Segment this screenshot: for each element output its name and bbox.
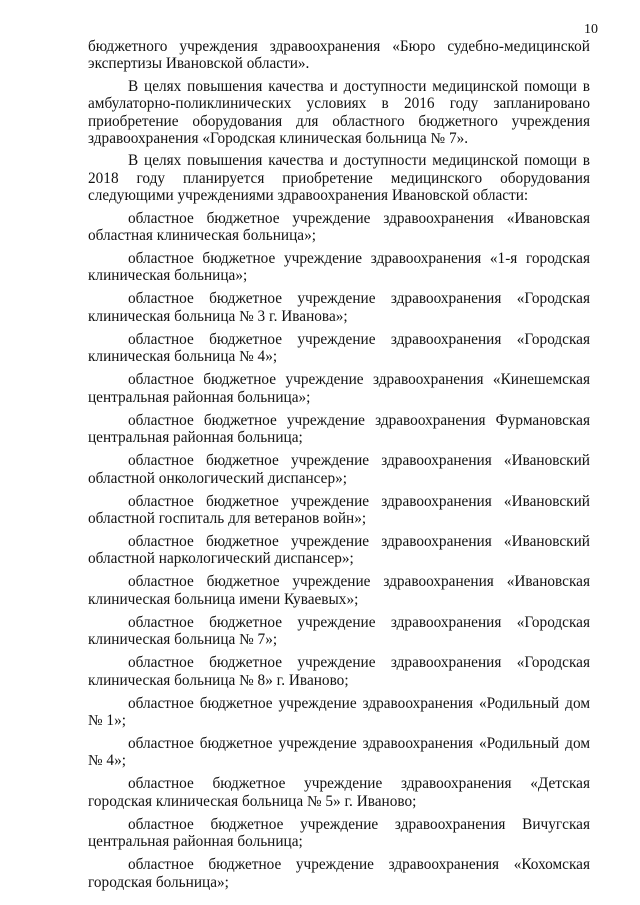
list-item: областное бюджетное учреждение здравоохранения «Ивановский областной онкологический диспансер»; [88,452,590,487]
list-item: областное бюджетное учреждение здравоохранения «Ивановская клиническая больница имени Куваевых»; [88,573,590,608]
list-item: областное бюджетное учреждение здравоохранения «Детская городская клиническая больница № 5» г. Иваново; [88,775,590,810]
list-item: областное бюджетное учреждение здравоохранения «1-я городская клиническая больница»; [88,250,590,285]
paragraph-2018-purchase: В целях повышения качества и доступности медицинской помощи в 2018 году планируется приобретение медицинского оборудования следующими учреждениями здравоохранения Ивановской области: [88,152,590,205]
list-item: областное бюджетное учреждение здравоохранения «Ивановская областная клиническая больница»; [88,209,590,245]
document-body [88,38,590,897]
page-number: 10 [584,22,598,37]
list-item: областное бюджетное учреждение здравоохранения Вичугская центральная районная больница; [88,815,590,851]
list-item: областное бюджетное учреждение здравоохранения «Родильный дом № 1»; [88,694,590,729]
list-item: областное бюджетное учреждение здравоохранения Фурмановская центральная районная больница; [88,411,590,447]
list-item: областное бюджетное учреждение здравоохранения «Ивановский областной госпиталь для ветеранов войн»; [88,492,590,527]
institution-list [88,210,590,891]
list-item: областное бюджетное учреждение здравоохранения «Городская клиническая больница № 7»; [88,613,590,649]
list-item: областное бюджетное учреждение здравоохранения «Городская клиническая больница № 8» г. Иваново; [88,654,590,689]
paragraph-continuation: бюджетного учреждения здравоохранения «Бюро судебно-медицинской экспертизы Ивановской области». [88,38,590,73]
list-item: областное бюджетное учреждение здравоохранения «Ивановский областной наркологический диспансер»; [88,532,590,568]
list-item: областное бюджетное учреждение здравоохранения «Кинешемская центральная районная больница»; [88,371,590,406]
paragraph-2016-purchase: В целях повышения качества и доступности медицинской помощи в амбулаторно-поликлинических условиях в 2016 году запланировано приобретение оборудования для областного бюджетного учреждения здравоохранения «Городская клиническая больница № 7». [88,77,590,148]
list-item: областное бюджетное учреждение здравоохранения «Городская клиническая больница № 3 г. Иванова»; [88,290,590,325]
list-item: областное бюджетное учреждение здравоохранения «Кохомская городская больница»; [88,856,590,891]
list-item: областное бюджетное учреждение здравоохранения «Городская клиническая больница № 4»; [88,330,590,366]
list-item: областное бюджетное учреждение здравоохранения «Родильный дом № 4»; [88,734,590,770]
